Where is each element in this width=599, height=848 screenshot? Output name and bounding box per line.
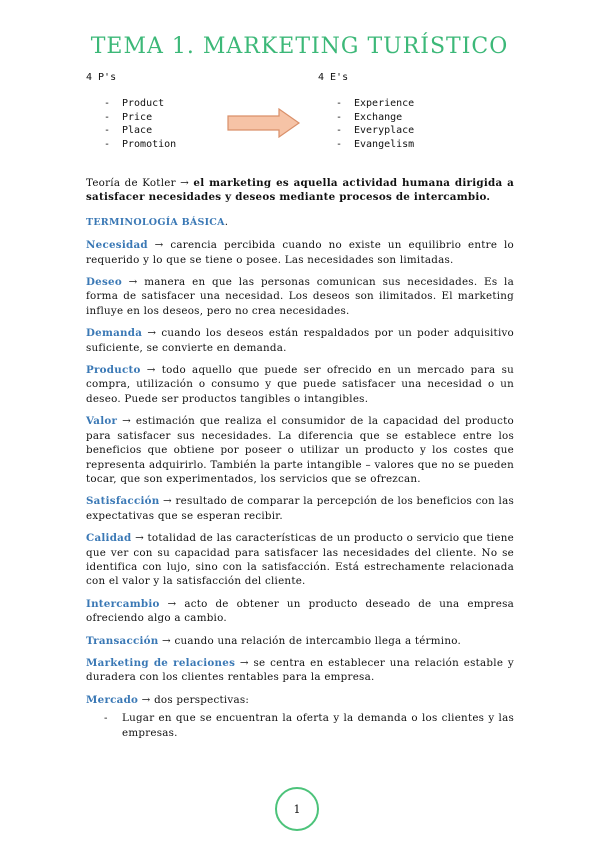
- section-period: .: [224, 215, 229, 228]
- list-item: - Place: [104, 125, 153, 136]
- kotler-definition: el marketing es aquella actividad humana dirigida a satisfacer necesidades y deseos mediante procesos de intercambio.: [86, 177, 514, 204]
- kotler-intro: Teoría de Kotler →: [86, 177, 194, 189]
- term-definition: → manera en que las personas comunican sus necesidades. Es la forma de satisfacer una necesidad. Los deseos son ilimitados. El marketing influye en los deseos, pero no crea necesidades.: [86, 276, 514, 317]
- four-ps-list: [86, 72, 176, 151]
- term-definition: → estimación que realiza el consumidor de la capacidad del producto para satisfacer sus necesidades. La diferencia que se establece entre los beneficios que obtiene por poseer o utilizar un producto y los costes que representa adquirirlo. También la parte intangible – valores que no se pueden tocar, que son experimentados, los servicios que se ofrezcan.: [86, 415, 514, 485]
- list-item-label: Everyplace: [354, 125, 415, 136]
- term-paragraph: [86, 326, 514, 355]
- list-item-label: Price: [122, 111, 153, 123]
- term-label: Producto: [86, 364, 141, 377]
- term-definition: → acto de obtener un producto deseado de una empresa ofreciendo algo a cambio.: [86, 597, 514, 625]
- term-paragraph: [86, 656, 514, 685]
- list-item: - Product: [104, 98, 165, 109]
- term-label: Transacción: [86, 634, 159, 647]
- list-item: - Experience: [336, 98, 415, 109]
- list-item-label: Exchange: [354, 111, 403, 123]
- list-item-label: Evangelism: [354, 138, 415, 150]
- section-title: TERMINOLOGÍA BÁSICA: [86, 216, 225, 228]
- term-label: Calidad: [86, 532, 132, 545]
- kotler-paragraph: [86, 176, 514, 205]
- term-definition: → cuando los deseos están respaldados por un poder adquisitivo suficiente, se convierte en demanda.: [86, 327, 514, 354]
- list-item: [86, 711, 514, 740]
- list-item-label: Promotion: [122, 138, 177, 150]
- four-es-list: [318, 72, 414, 151]
- page-title: TEMA 1. MARKETING TURÍSTICO: [90, 34, 509, 59]
- term-label: Necesidad: [86, 239, 148, 252]
- bullet-text: Lugar en que se encuentran la oferta y la demanda o los clientes y las empresas.: [122, 712, 514, 739]
- term-definition: → se centra en establecer una relación estable y duradera con los clientes rentables para la empresa.: [86, 656, 514, 684]
- list-item: - Exchange: [336, 111, 403, 123]
- term-definition: → resultado de comparar la percepción de los beneficios con las expectativas que se esperan recibir.: [86, 495, 514, 522]
- body-text: [86, 176, 514, 740]
- term-label: Demanda: [86, 327, 143, 340]
- term-label: Satisfacción: [86, 495, 160, 508]
- right-arrow-icon: [227, 108, 301, 138]
- list-item: - Everyplace: [336, 125, 415, 136]
- term-definition: → totalidad de las características de un producto o servicio que tiene que ver con su capacidad para satisfacer las necesidades del cliente. No se identifica con lujo, sino con la satisfacción. Está estrechamente relacionada con el valor y la satisfacción del cliente.: [86, 532, 514, 588]
- term-definition: → todo aquello que puede ser ofrecido en un mercado para su compra, utilización o consumo y que puede satisfacer una necesidad o un deseo. Puede ser productos tangibles o intangibles.: [86, 364, 514, 405]
- term-definition: → dos perspectivas:: [138, 693, 250, 706]
- list-item-label: Place: [122, 125, 153, 136]
- term-label: Intercambio: [86, 597, 160, 610]
- term-paragraph: [86, 363, 514, 406]
- term-paragraph: [86, 275, 514, 318]
- term-paragraph: [86, 494, 514, 523]
- term-paragraph: [86, 531, 514, 589]
- list-item-label: Product: [122, 98, 165, 109]
- page-number-badge: [275, 787, 319, 831]
- term-label: Valor: [86, 415, 118, 428]
- term-label: Mercado: [86, 693, 139, 706]
- term-paragraph: [86, 597, 514, 626]
- term-paragraph: [86, 634, 514, 648]
- term-definition: → carencia percibida cuando no existe un equilibrio entre lo requerido y lo que se tiene o posee. Las necesidades son limitadas.: [86, 239, 514, 266]
- term-paragraph: [86, 238, 514, 267]
- term-definition: → cuando una relación de intercambio llega a término.: [158, 634, 462, 647]
- term-label: Marketing de relaciones: [86, 656, 236, 669]
- four-es-heading: 4 E's: [318, 72, 349, 83]
- list-item: - Price: [104, 111, 153, 123]
- page-number: 1: [293, 802, 301, 816]
- term-label: Deseo: [86, 276, 122, 289]
- term-paragraph: [86, 693, 514, 707]
- bullet-dash: -: [104, 712, 108, 725]
- term-paragraph: [86, 414, 514, 486]
- four-ps-heading: 4 P's: [86, 72, 117, 83]
- list-item: - Promotion: [104, 138, 177, 150]
- list-item-label: Experience: [354, 98, 415, 109]
- list-item: - Evangelism: [336, 138, 415, 150]
- section-heading: [86, 215, 514, 230]
